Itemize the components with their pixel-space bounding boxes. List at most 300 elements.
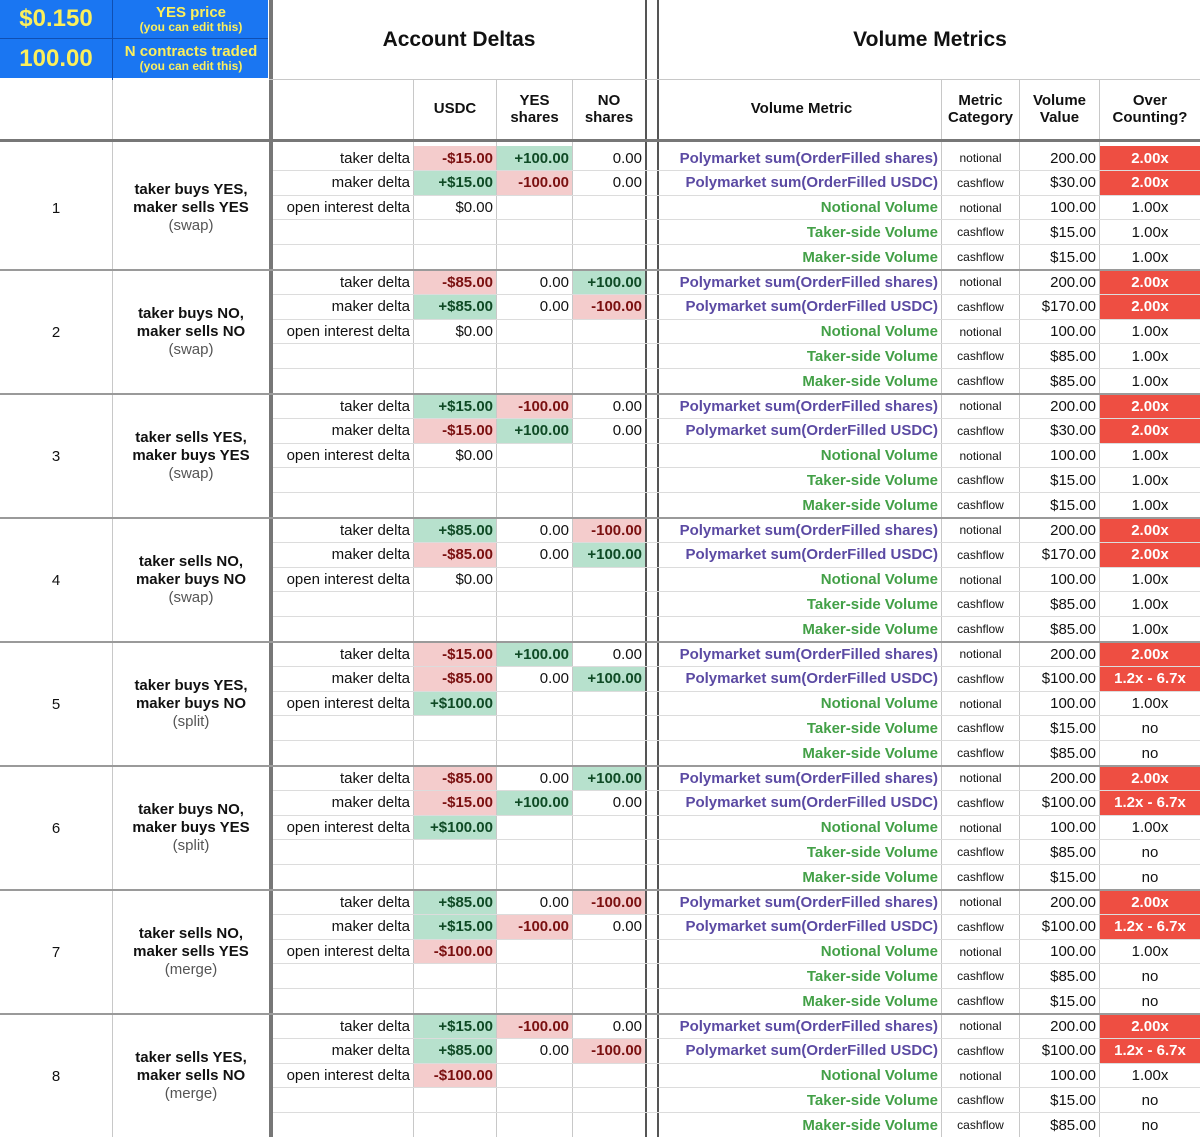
open-interest-delta[interactable]: -$100.00 (414, 940, 496, 964)
volume-value[interactable]: 100.00 (1050, 943, 1096, 961)
metric-category: cashflow (957, 994, 1004, 1009)
grid-line (273, 740, 1200, 741)
scenario-title-line1: taker buys YES, (134, 677, 248, 694)
metric-category: cashflow (957, 870, 1004, 885)
volume-value[interactable]: 100.00 (1050, 1067, 1096, 1085)
scenario-kind: (swap) (168, 341, 214, 358)
open-interest-delta[interactable]: +$100.00 (414, 816, 496, 840)
volume-metric-name: Maker-side Volume (802, 620, 938, 638)
volume-value[interactable]: 200.00 (1050, 149, 1096, 167)
scenario-number: 7 (51, 943, 61, 961)
scenario-title-line2: maker buys YES (132, 447, 250, 464)
volume-metric-name: Polymarket sum(OrderFilled USDC) (685, 1042, 938, 1060)
volume-value[interactable]: $170.00 (1041, 546, 1096, 564)
grid-line (273, 319, 1200, 320)
maker-delta-usdc[interactable]: -$85.00 (414, 667, 496, 691)
taker-delta-yes[interactable]: 0.00 (539, 893, 569, 911)
grid-line (572, 80, 573, 1137)
scenario-group (0, 642, 1200, 766)
metric-category: cashflow (957, 622, 1004, 637)
grid-line (0, 517, 1200, 519)
over-counting-value: 2.00x (1100, 270, 1200, 294)
volume-metric-name: Taker-side Volume (806, 347, 938, 365)
grid-line (273, 790, 1200, 791)
taker-delta-no[interactable]: -100.00 (573, 890, 645, 914)
metric-category: notional (959, 200, 1002, 215)
taker-delta-no[interactable]: +100.00 (573, 270, 645, 294)
open-interest-label: open interest delta (286, 199, 410, 217)
over-counting-value: 1.00x (1131, 447, 1169, 465)
grid-line (273, 294, 1200, 295)
metric-category: cashflow (957, 721, 1004, 736)
scenario-kind: (split) (172, 713, 210, 730)
scenario-kind: (swap) (168, 465, 214, 482)
grid-line (273, 170, 1200, 171)
maker-delta-no[interactable]: 0.00 (612, 794, 642, 812)
volume-value[interactable]: $15.00 (1050, 248, 1096, 266)
taker-delta-yes[interactable]: 0.00 (539, 273, 569, 291)
over-counting-value: 1.00x (1131, 943, 1169, 961)
grid-line (496, 80, 497, 1137)
metric-category: cashflow (957, 547, 1004, 562)
grid-line (273, 467, 1200, 468)
maker-delta-label: maker delta (331, 918, 410, 936)
volume-metric-name: Polymarket sum(OrderFilled shares) (679, 645, 938, 663)
taker-delta-no[interactable]: 0.00 (612, 149, 642, 167)
volume-value[interactable]: 200.00 (1050, 1017, 1096, 1035)
scenario-group (0, 1014, 1200, 1138)
scenario-description (114, 146, 268, 270)
contracts-label: N contracts traded (124, 43, 258, 61)
taker-delta-no[interactable]: 0.00 (612, 1017, 642, 1035)
over-counting-value: 1.00x (1131, 1067, 1169, 1085)
volume-value-header: Volume Value (1032, 91, 1087, 126)
metric-category: cashflow (957, 746, 1004, 761)
volume-value[interactable]: $15.00 (1050, 496, 1096, 514)
metric-category: notional (959, 1068, 1002, 1083)
scenario-description (114, 642, 268, 766)
taker-delta-yes[interactable]: 0.00 (539, 769, 569, 787)
volume-value[interactable]: $85.00 (1050, 967, 1096, 985)
volume-value[interactable]: 200.00 (1050, 521, 1096, 539)
over-counting-value: 1.2x - 6.7x (1100, 667, 1200, 691)
grid-line (273, 418, 1200, 419)
volume-metric-name: Polymarket sum(OrderFilled USDC) (685, 298, 938, 316)
maker-delta-usdc[interactable]: +$85.00 (414, 295, 496, 319)
volume-metric-name: Maker-side Volume (802, 248, 938, 266)
maker-delta-label: maker delta (331, 298, 410, 316)
over-counting-value: 2.00x (1100, 419, 1200, 443)
volume-value[interactable]: $100.00 (1041, 670, 1096, 688)
volume-value[interactable]: $85.00 (1050, 843, 1096, 861)
open-interest-delta[interactable]: -$100.00 (414, 1064, 496, 1088)
volume-metric-name: Polymarket sum(OrderFilled shares) (679, 521, 938, 539)
over-counting-value: 1.00x (1131, 595, 1169, 613)
metric-category: cashflow (957, 299, 1004, 314)
metric-category: cashflow (957, 374, 1004, 389)
volume-metrics-title: Volume Metrics (853, 27, 1007, 51)
volume-value[interactable]: $15.00 (1050, 1091, 1096, 1109)
metric-category: notional (959, 696, 1002, 711)
open-interest-label: open interest delta (286, 447, 410, 465)
open-interest-delta[interactable]: $0.00 (455, 323, 493, 341)
scenario-number: 1 (51, 199, 61, 217)
over-counting-value: 1.00x (1131, 223, 1169, 241)
scenario-kind: (swap) (168, 217, 214, 234)
volume-metric-name: Taker-side Volume (806, 719, 938, 737)
volume-metric-name: Maker-side Volume (802, 372, 938, 390)
volume-metric-name: Polymarket sum(OrderFilled USDC) (685, 670, 938, 688)
maker-delta-label: maker delta (331, 546, 410, 564)
metric-category: cashflow (957, 473, 1004, 488)
volume-value[interactable]: $15.00 (1050, 471, 1096, 489)
metric-category: notional (959, 895, 1002, 909)
scenario-description (114, 1014, 268, 1138)
over-counting-value: 1.2x - 6.7x (1100, 791, 1200, 815)
maker-delta-yes[interactable]: 0.00 (539, 546, 569, 564)
volume-value[interactable]: 200.00 (1050, 769, 1096, 787)
open-interest-delta[interactable]: $0.00 (455, 447, 493, 465)
metric-category: notional (959, 771, 1002, 785)
metric-category: cashflow (957, 1118, 1004, 1133)
volume-metric-name: Polymarket sum(OrderFilled USDC) (685, 174, 938, 192)
maker-delta-yes[interactable]: -100.00 (497, 915, 572, 939)
grid-line (273, 1087, 1200, 1088)
grid-line (273, 1112, 1200, 1113)
metric-category: cashflow (957, 597, 1004, 612)
taker-delta-label: taker delta (339, 149, 410, 167)
volume-value[interactable]: $85.00 (1050, 1116, 1096, 1134)
yes-price-value[interactable]: $0.150 (19, 5, 93, 32)
no-shares-header: NO shares (584, 91, 634, 126)
grid-line (273, 368, 1200, 369)
scenario-title-line1: taker sells YES, (135, 429, 247, 446)
taker-delta-yes[interactable]: +100.00 (497, 146, 572, 170)
taker-delta-usdc[interactable]: +$85.00 (414, 518, 496, 542)
volume-value[interactable]: $15.00 (1050, 223, 1096, 241)
taker-delta-usdc[interactable]: -$15.00 (414, 146, 496, 170)
contracts-note: (you can edit this) (139, 59, 243, 74)
scenario-title-line2: maker sells NO (136, 1067, 246, 1084)
over-counting-value: 2.00x (1100, 518, 1200, 542)
taker-delta-usdc[interactable]: -$85.00 (414, 270, 496, 294)
grid-line (273, 666, 1200, 667)
metric-category: notional (959, 1019, 1002, 1033)
over-counting-value: no (1141, 992, 1159, 1010)
volume-value[interactable]: $85.00 (1050, 595, 1096, 613)
volume-metric-name: Maker-side Volume (802, 868, 938, 886)
volume-value[interactable]: $85.00 (1050, 744, 1096, 762)
volume-value[interactable]: $85.00 (1050, 347, 1096, 365)
scenario-number: 3 (51, 447, 61, 465)
metric-category: notional (959, 647, 1002, 661)
volume-value[interactable]: $30.00 (1050, 174, 1096, 192)
maker-delta-usdc[interactable]: -$85.00 (414, 543, 496, 567)
volume-value[interactable]: $100.00 (1041, 1042, 1096, 1060)
over-counting-value: 1.00x (1131, 248, 1169, 266)
maker-delta-label: maker delta (331, 174, 410, 192)
volume-metric-name: Notional Volume (820, 199, 938, 217)
metric-category: notional (959, 324, 1002, 339)
maker-delta-usdc[interactable]: -$15.00 (414, 419, 496, 443)
scenario-group (0, 394, 1200, 518)
volume-metric-name: Taker-side Volume (806, 1091, 938, 1109)
over-counting-value: 1.00x (1131, 819, 1169, 837)
taker-delta-yes[interactable]: 0.00 (539, 521, 569, 539)
over-counting-value: 2.00x (1100, 890, 1200, 914)
volume-metric-name: Polymarket sum(OrderFilled USDC) (685, 918, 938, 936)
contracts-value[interactable]: 100.00 (19, 44, 93, 72)
taker-delta-usdc[interactable]: +$85.00 (414, 890, 496, 914)
metric-category: notional (959, 523, 1002, 537)
volume-metric-name: Notional Volume (820, 1067, 938, 1085)
grid-line (0, 269, 1200, 271)
volume-value[interactable]: $15.00 (1050, 719, 1096, 737)
over-counting-value: 1.00x (1131, 571, 1169, 589)
over-counting-value: 1.00x (1131, 471, 1169, 489)
open-interest-label: open interest delta (286, 819, 410, 837)
over-counting-value: 2.00x (1100, 171, 1200, 195)
maker-delta-label: maker delta (331, 670, 410, 688)
grid-line (0, 1013, 1200, 1015)
grid-line (273, 914, 1200, 915)
taker-delta-usdc[interactable]: +$15.00 (414, 394, 496, 418)
scenario-title-line1: taker sells YES, (135, 1049, 247, 1066)
maker-delta-no[interactable]: -100.00 (573, 295, 645, 319)
taker-delta-label: taker delta (339, 521, 410, 539)
scenario-group (0, 766, 1200, 890)
over-counting-value: 1.00x (1131, 347, 1169, 365)
maker-delta-yes[interactable]: +100.00 (497, 791, 572, 815)
scenario-description (114, 518, 268, 642)
over-counting-value: 2.00x (1100, 766, 1200, 790)
scenario-kind: (split) (172, 837, 210, 854)
maker-delta-no[interactable]: +100.00 (573, 667, 645, 691)
maker-delta-no[interactable]: 0.00 (612, 174, 642, 192)
volume-metric-name: Maker-side Volume (802, 992, 938, 1010)
grid-line (413, 80, 414, 1137)
scenario-group (0, 890, 1200, 1014)
volume-metric-name: Maker-side Volume (802, 744, 938, 762)
grid-line (273, 567, 1200, 568)
grid-line (0, 139, 1200, 142)
scenario-number: 8 (51, 1067, 61, 1085)
over-counting-value: no (1141, 967, 1159, 985)
grid-line (112, 80, 113, 1137)
scenario-title-line1: taker buys YES, (134, 181, 248, 198)
scenario-number: 5 (51, 695, 61, 713)
metric-category: cashflow (957, 845, 1004, 860)
grid-line (273, 715, 1200, 716)
maker-delta-no[interactable]: -100.00 (573, 1039, 645, 1063)
grid-line (273, 839, 1200, 840)
over-counting-value: no (1141, 868, 1159, 886)
volume-metric-name: Taker-side Volume (806, 471, 938, 489)
grid-line (273, 219, 1200, 220)
open-interest-delta[interactable]: +$100.00 (414, 692, 496, 716)
grid-line (273, 864, 1200, 865)
grid-line (273, 691, 1200, 692)
over-counting-value: no (1141, 1091, 1159, 1109)
volume-metric-header: Volume Metric (750, 100, 853, 118)
scenario-title-line2: maker sells NO (136, 323, 246, 340)
maker-delta-yes[interactable]: +100.00 (497, 419, 572, 443)
volume-metric-name: Polymarket sum(OrderFilled USDC) (685, 422, 938, 440)
account-deltas-title: Account Deltas (382, 27, 536, 51)
volume-value[interactable]: $85.00 (1050, 620, 1096, 638)
volume-value[interactable]: $100.00 (1041, 794, 1096, 812)
taker-delta-usdc[interactable]: -$85.00 (414, 766, 496, 790)
maker-delta-yes[interactable]: 0.00 (539, 298, 569, 316)
maker-delta-usdc[interactable]: +$15.00 (414, 915, 496, 939)
volume-value[interactable]: $15.00 (1050, 992, 1096, 1010)
volume-value[interactable]: 200.00 (1050, 645, 1096, 663)
over-counting-value: 1.00x (1131, 323, 1169, 341)
scenario-description (114, 890, 268, 1014)
metric-category: cashflow (957, 175, 1004, 190)
taker-delta-no[interactable]: 0.00 (612, 645, 642, 663)
open-interest-label: open interest delta (286, 571, 410, 589)
scenario-title-line1: taker sells NO, (138, 553, 244, 570)
contracts-input-row (0, 39, 268, 78)
over-counting-value: 1.00x (1131, 199, 1169, 217)
volume-metric-name: Maker-side Volume (802, 496, 938, 514)
scenario-kind: (merge) (164, 1085, 218, 1102)
scenario-title-line1: taker buys NO, (138, 305, 244, 322)
volume-metric-name: Notional Volume (820, 323, 938, 341)
scenario-group (0, 518, 1200, 642)
contracts-label-cell (114, 39, 268, 78)
over-counting-value: 2.00x (1100, 146, 1200, 170)
volume-value[interactable]: 200.00 (1050, 397, 1096, 415)
open-interest-label: open interest delta (286, 323, 410, 341)
grid-line (273, 988, 1200, 989)
grid-line (273, 343, 1200, 344)
volume-metric-name: Maker-side Volume (802, 1116, 938, 1134)
over-counting-value: 2.00x (1100, 295, 1200, 319)
volume-metric-name: Notional Volume (820, 819, 938, 837)
grid-line (273, 443, 1200, 444)
maker-delta-yes[interactable]: 0.00 (539, 670, 569, 688)
usdc-header: USDC (433, 100, 477, 118)
over-counting-value: 1.2x - 6.7x (1100, 915, 1200, 939)
taker-delta-label: taker delta (339, 397, 410, 415)
grid-line (273, 616, 1200, 617)
volume-value[interactable]: 100.00 (1050, 447, 1096, 465)
volume-metric-name: Taker-side Volume (806, 967, 938, 985)
yes-shares-header: YES shares (510, 91, 559, 126)
volume-value[interactable]: 200.00 (1050, 893, 1096, 911)
over-counting-value: no (1141, 719, 1159, 737)
metric-category: cashflow (957, 1043, 1004, 1058)
taker-delta-no[interactable]: +100.00 (573, 766, 645, 790)
scenario-title-line2: maker sells YES (133, 199, 249, 216)
grid-line (0, 765, 1200, 767)
metric-category: notional (959, 572, 1002, 587)
volume-value[interactable]: $30.00 (1050, 422, 1096, 440)
maker-delta-no[interactable]: 0.00 (612, 422, 642, 440)
scenario-number: 6 (51, 819, 61, 837)
taker-delta-no[interactable]: -100.00 (573, 518, 645, 542)
over-counting-value: 1.00x (1131, 695, 1169, 713)
volume-metric-name: Polymarket sum(OrderFilled shares) (679, 769, 938, 787)
grid-line (0, 889, 1200, 891)
maker-delta-no[interactable]: +100.00 (573, 543, 645, 567)
yes-price-note: (you can edit this) (139, 19, 243, 34)
maker-delta-yes[interactable]: -100.00 (497, 171, 572, 195)
taker-delta-label: taker delta (339, 645, 410, 663)
over-counting-value: 2.00x (1100, 543, 1200, 567)
scenario-title-line1: taker buys NO, (138, 801, 244, 818)
over-counting-value: 1.2x - 6.7x (1100, 1039, 1200, 1063)
volume-value[interactable]: $85.00 (1050, 372, 1096, 390)
maker-delta-usdc[interactable]: -$15.00 (414, 791, 496, 815)
volume-value[interactable]: $15.00 (1050, 868, 1096, 886)
volume-metric-name: Polymarket sum(OrderFilled USDC) (685, 794, 938, 812)
volume-value[interactable]: 100.00 (1050, 571, 1096, 589)
taker-delta-yes[interactable]: -100.00 (497, 394, 572, 418)
grid-line (0, 641, 1200, 643)
over-counting-value: no (1141, 843, 1159, 861)
volume-metric-name: Taker-side Volume (806, 843, 938, 861)
volume-value[interactable]: 200.00 (1050, 273, 1096, 291)
taker-delta-yes[interactable]: -100.00 (497, 1014, 572, 1038)
maker-delta-usdc[interactable]: +$15.00 (414, 171, 496, 195)
scenario-number: 2 (51, 323, 61, 341)
over-counting-value: 1.00x (1131, 620, 1169, 638)
metric-category: cashflow (957, 1093, 1004, 1108)
scenario-group (0, 146, 1200, 270)
metric-category: notional (959, 820, 1002, 835)
taker-delta-usdc[interactable]: -$15.00 (414, 642, 496, 666)
maker-delta-yes[interactable]: 0.00 (539, 1042, 569, 1060)
maker-delta-usdc[interactable]: +$85.00 (414, 1039, 496, 1063)
volume-value[interactable]: 100.00 (1050, 199, 1096, 217)
maker-delta-no[interactable]: 0.00 (612, 918, 642, 936)
scenario-group (0, 270, 1200, 394)
volume-value[interactable]: $100.00 (1041, 918, 1096, 936)
volume-metric-name: Notional Volume (820, 571, 938, 589)
scenario-title-line2: maker buys NO (135, 695, 247, 712)
scenario-kind: (merge) (164, 961, 218, 978)
grid-line (269, 79, 1200, 80)
metric-category-header: Metric Category (947, 91, 1014, 126)
grid-line (273, 244, 1200, 245)
volume-value[interactable]: 100.00 (1050, 695, 1096, 713)
volume-value[interactable]: 100.00 (1050, 323, 1096, 341)
scenario-title-line2: maker buys NO (135, 571, 247, 588)
taker-delta-no[interactable]: 0.00 (612, 397, 642, 415)
grid-line (273, 591, 1200, 592)
open-interest-delta[interactable]: $0.00 (455, 199, 493, 217)
metric-category: notional (959, 275, 1002, 289)
grid-line (273, 815, 1200, 816)
yes-price-input-row (0, 0, 268, 39)
volume-value[interactable]: $170.00 (1041, 298, 1096, 316)
taker-delta-yes[interactable]: +100.00 (497, 642, 572, 666)
volume-value[interactable]: 100.00 (1050, 819, 1096, 837)
scenario-number: 4 (51, 571, 61, 589)
grid-line (1099, 80, 1100, 1137)
volume-metric-name: Polymarket sum(OrderFilled shares) (679, 893, 938, 911)
grid-line (273, 939, 1200, 940)
yes-price-label: YES price (155, 3, 227, 21)
taker-delta-usdc[interactable]: +$15.00 (414, 1014, 496, 1038)
metric-category: cashflow (957, 349, 1004, 364)
metric-category: cashflow (957, 250, 1004, 265)
volume-metric-name: Polymarket sum(OrderFilled shares) (679, 1017, 938, 1035)
open-interest-delta[interactable]: $0.00 (455, 571, 493, 589)
